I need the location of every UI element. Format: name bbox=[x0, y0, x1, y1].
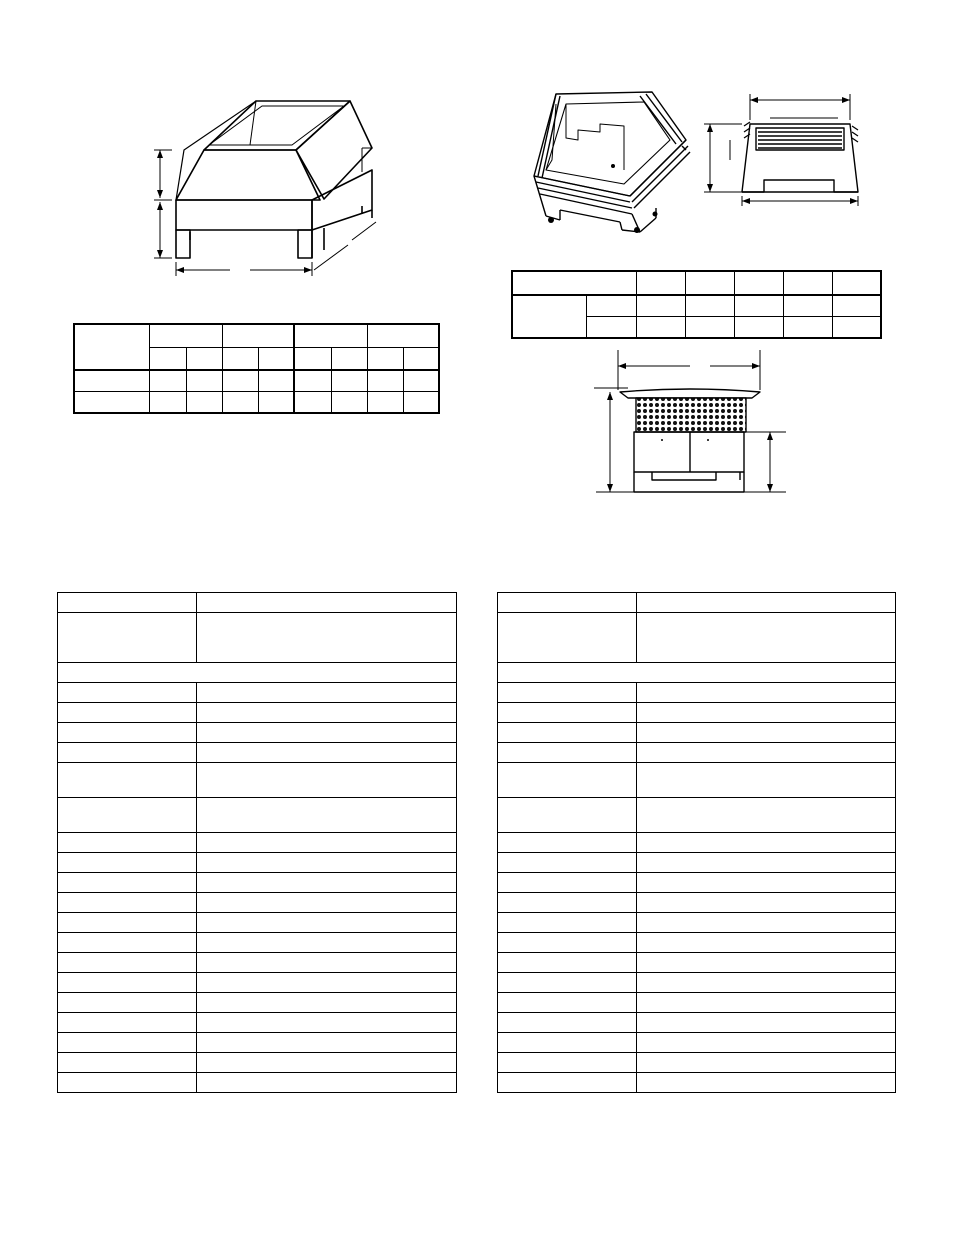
label-cell bbox=[498, 763, 637, 798]
value-cell bbox=[197, 798, 457, 833]
label-cell bbox=[58, 873, 197, 893]
section-cell bbox=[498, 663, 896, 683]
value-cell bbox=[637, 993, 896, 1013]
label-cell bbox=[58, 1053, 197, 1073]
value-cell bbox=[197, 1073, 457, 1093]
value-cell bbox=[197, 853, 457, 873]
label-cell bbox=[498, 683, 637, 703]
label-cell bbox=[58, 723, 197, 743]
value-cell bbox=[637, 763, 896, 798]
label-cell bbox=[498, 933, 637, 953]
label-cell bbox=[498, 993, 637, 1013]
label-cell bbox=[58, 683, 197, 703]
section-cell bbox=[58, 663, 457, 683]
value-cell bbox=[637, 723, 896, 743]
value-cell bbox=[637, 853, 896, 873]
value-cell bbox=[637, 683, 896, 703]
spec-table-left bbox=[57, 592, 457, 1093]
value-cell bbox=[637, 973, 896, 993]
label-cell bbox=[498, 1033, 637, 1053]
label-cell bbox=[58, 763, 197, 798]
label-cell bbox=[498, 973, 637, 993]
value-cell bbox=[637, 1033, 896, 1053]
value-cell bbox=[197, 933, 457, 953]
value-cell bbox=[197, 893, 457, 913]
value-cell bbox=[197, 743, 457, 763]
label-cell bbox=[498, 1053, 637, 1073]
label-cell bbox=[58, 913, 197, 933]
value-cell bbox=[197, 913, 457, 933]
value-cell bbox=[637, 873, 896, 893]
label-cell bbox=[498, 893, 637, 913]
label-cell bbox=[58, 798, 197, 833]
value-cell bbox=[637, 1073, 896, 1093]
label-cell bbox=[58, 1013, 197, 1033]
label-cell bbox=[498, 853, 637, 873]
value-cell bbox=[637, 893, 896, 913]
label-cell bbox=[498, 1013, 637, 1033]
label-cell bbox=[58, 1073, 197, 1093]
value-cell bbox=[637, 953, 896, 973]
value-cell bbox=[197, 833, 457, 853]
value-cell bbox=[197, 953, 457, 973]
value-cell bbox=[197, 593, 457, 613]
value-cell bbox=[637, 933, 896, 953]
label-cell bbox=[58, 593, 197, 613]
label-cell bbox=[498, 953, 637, 973]
label-cell bbox=[498, 1073, 637, 1093]
value-cell bbox=[197, 763, 457, 798]
label-cell bbox=[58, 703, 197, 723]
label-cell bbox=[58, 613, 197, 663]
value-cell bbox=[637, 833, 896, 853]
label-cell bbox=[58, 853, 197, 873]
value-cell bbox=[197, 1033, 457, 1053]
label-cell bbox=[498, 723, 637, 743]
label-cell bbox=[58, 1033, 197, 1053]
label-cell bbox=[498, 703, 637, 723]
label-cell bbox=[498, 743, 637, 763]
value-cell bbox=[637, 1053, 896, 1073]
value-cell bbox=[637, 593, 896, 613]
value-cell bbox=[197, 703, 457, 723]
label-cell bbox=[498, 913, 637, 933]
value-cell bbox=[637, 798, 896, 833]
value-cell bbox=[637, 913, 896, 933]
value-cell bbox=[637, 1013, 896, 1033]
value-cell bbox=[637, 613, 896, 663]
value-cell bbox=[197, 1013, 457, 1033]
label-cell bbox=[498, 873, 637, 893]
value-cell bbox=[637, 703, 896, 723]
label-cell bbox=[58, 953, 197, 973]
label-cell bbox=[498, 798, 637, 833]
label-cell bbox=[58, 993, 197, 1013]
label-cell bbox=[58, 973, 197, 993]
value-cell bbox=[197, 1053, 457, 1073]
value-cell bbox=[197, 873, 457, 893]
label-cell bbox=[58, 933, 197, 953]
label-cell bbox=[58, 743, 197, 763]
label-cell bbox=[498, 613, 637, 663]
value-cell bbox=[637, 743, 896, 763]
label-cell bbox=[58, 833, 197, 853]
value-cell bbox=[197, 683, 457, 703]
value-cell bbox=[197, 613, 457, 663]
value-cell bbox=[197, 723, 457, 743]
spec-table-right bbox=[497, 592, 896, 1093]
value-cell bbox=[197, 993, 457, 1013]
label-cell bbox=[498, 593, 637, 613]
label-cell bbox=[58, 893, 197, 913]
value-cell bbox=[197, 973, 457, 993]
label-cell bbox=[498, 833, 637, 853]
